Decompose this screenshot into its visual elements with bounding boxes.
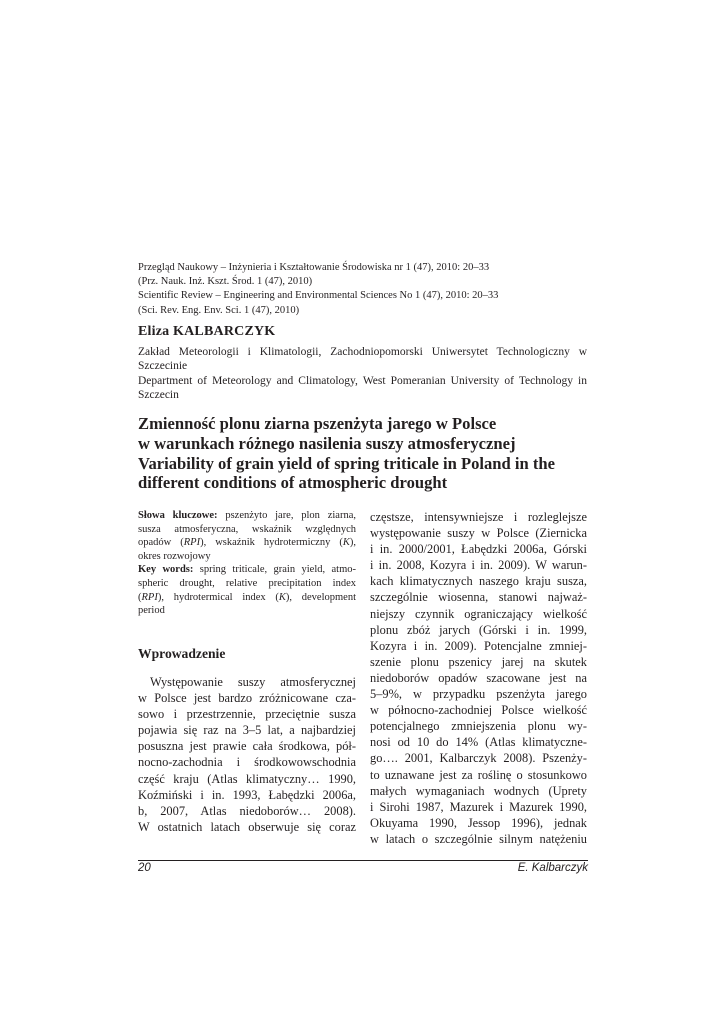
text-line: małych wymaganiach wodnych (Uprety bbox=[370, 783, 587, 798]
text-line: plonu zbóż jarych (Górski i in. 1999, bbox=[370, 622, 587, 637]
keywords-line: susza atmosferyczna, wskaźnik względnych bbox=[138, 523, 356, 535]
keywords-line: spheric drought, relative precipitation index bbox=[138, 577, 356, 589]
left-column bbox=[138, 509, 356, 834]
article-title bbox=[138, 414, 590, 493]
keywords-line bbox=[138, 509, 356, 523]
text-line: w latach o szczególnie silnym natężeniu bbox=[370, 831, 587, 846]
keywords-polish bbox=[138, 509, 356, 563]
right-column bbox=[370, 509, 587, 847]
text-line: 5–9%, w przypadku pszenżyta jarego bbox=[370, 687, 587, 702]
text-line: Występowanie suszy atmosferycznej bbox=[150, 675, 356, 689]
text-line: w Polsce jest bardzo zróżnicowane cza- bbox=[138, 691, 356, 706]
running-author: E. Kalbarczyk bbox=[517, 862, 588, 874]
affiliation-polish: Zakład Meteorologii i Klimatologii, Zachodniopomorski Uniwersytet Technologiczny w Szczecinie bbox=[138, 346, 587, 373]
text-line: Okuyama 1990, Jessop 1996), jednak bbox=[370, 815, 587, 830]
text-line: Kozyra i in. 2009). Potencjalne zmniej- bbox=[370, 638, 587, 653]
text-line: występowanie suszy w Polsce (Ziernicka bbox=[370, 526, 587, 541]
text-line: niedoborów opadów szacowane jest na bbox=[370, 670, 587, 685]
text-line: nosi od 10 do 14% (Atlas klimatyczne- bbox=[370, 735, 587, 750]
citation-line: Przegląd Naukowy – Inżynieria i Kształtowanie Środowiska nr 1 (47), 2010: 20–33 bbox=[138, 262, 490, 273]
text-line: go…. 2001, Kalbarczyk 2008). Pszenży- bbox=[370, 751, 587, 766]
text-line: W ostatnich latach obserwuje się coraz bbox=[138, 819, 356, 834]
text-line: b, 2007, Atlas niedoborów… 2008). bbox=[138, 803, 356, 818]
text-line: kach klimatycznych naszego kraju susza, bbox=[370, 574, 587, 589]
citation-line: Scientific Review – Engineering and Environmental Sciences No 1 (47), 2010: 20–33 bbox=[138, 290, 499, 302]
keywords-line: okres rozwojowy bbox=[138, 550, 211, 562]
text-line: i Sirohi 1987, Mazurek i Mazurek 1990, bbox=[370, 799, 587, 814]
footer-divider bbox=[138, 860, 588, 861]
keywords-polish-label: Słowa kluczowe: bbox=[138, 510, 218, 521]
title-line: Zmienność plonu ziarna pszenżyta jarego w Polsce bbox=[138, 414, 497, 433]
journal-citation bbox=[138, 261, 588, 318]
affiliation bbox=[138, 345, 587, 402]
title-line: Variability of grain yield of spring triticale in Poland in the bbox=[138, 453, 556, 473]
text-line: częstsze, intensywniejsze i rozleglejsze bbox=[370, 510, 587, 524]
text-line: potencjalnego zmniejszenia plonu wy- bbox=[370, 719, 587, 734]
title-line: w warunkach różnego nasilenia suszy atmosferycznej bbox=[138, 433, 516, 453]
keywords-text: spring triticale, grain yield, atmo- bbox=[193, 564, 356, 576]
page-number: 20 bbox=[138, 862, 151, 874]
title-line: different conditions of atmospheric drought bbox=[138, 473, 448, 493]
text-line: to uznawane jest za roślinę o stosunkowo bbox=[370, 767, 587, 782]
keywords-english-label: Key words: bbox=[138, 564, 194, 576]
citation-line: (Sci. Rev. Eng. Env. Sci. 1 (47), 2010) bbox=[138, 304, 300, 316]
keywords-line: opadów (RPI), wskaźnik hydrotermiczny (K), bbox=[138, 537, 356, 549]
keywords-line bbox=[138, 563, 356, 577]
text-line: i in. 2000/2001, Łabędzki 2006a, Górski bbox=[370, 542, 587, 557]
text-line: pojawia się raz na 3–5 lat, a najbardziej bbox=[138, 723, 356, 738]
text-line: nocno-zachodnia i środkowowschodnia bbox=[138, 755, 356, 770]
affiliation-english: Department of Meteorology and Climatology, West Pomeranian University of Technology in Szczecin bbox=[138, 374, 587, 401]
keywords-text: pszenżyto jare, plon ziarna, bbox=[217, 510, 356, 521]
text-line: niejszy czynnik ograniczający wielkość bbox=[370, 606, 587, 621]
text-line: posuszna jest prawie cała środkowa, pół- bbox=[138, 739, 356, 754]
section-heading: Wprowadzenie bbox=[138, 646, 226, 661]
intro-paragraph bbox=[138, 674, 356, 835]
citation-line: (Prz. Nauk. Inż. Kszt. Środ. 1 (47), 2010) bbox=[138, 276, 313, 288]
keywords-line: (RPI), hydrotermical index (K), development bbox=[138, 591, 356, 603]
text-line: część kraju (Atlas klimatyczny… 1990, bbox=[138, 771, 356, 786]
keywords-english bbox=[138, 563, 356, 617]
text-line: Koźmiński i in. 1993, Łabędzki 2006a, bbox=[138, 787, 356, 802]
text-line: w północno-zachodniej Polsce wielkość bbox=[370, 703, 587, 718]
text-line: sowo i przestrzennie, przeciętnie susza bbox=[138, 707, 356, 722]
text-line: i in. 2008, Kozyra i in. 2009). W warun- bbox=[370, 558, 587, 573]
text-line: szenie plonu pszenicy jarej na skutek bbox=[370, 654, 587, 669]
author-name: Eliza KALBARCZYK bbox=[138, 324, 276, 339]
keywords-line: period bbox=[138, 605, 165, 617]
text-line: szczególnie wiosenna, stanowi najważ- bbox=[370, 590, 587, 605]
